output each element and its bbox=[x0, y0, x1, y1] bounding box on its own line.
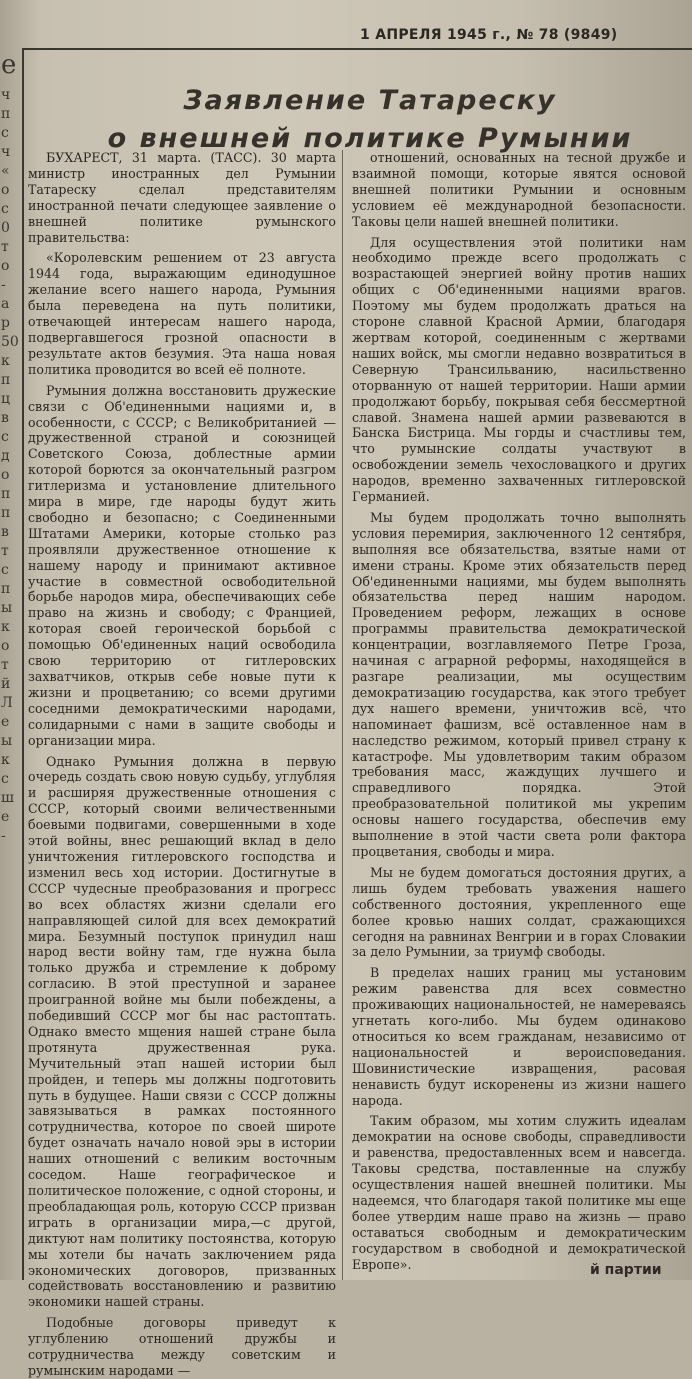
paragraph: Для осуществления этой политики нам необходимо прежде всего продолжать с возрастающей энергией войну против наших общих с Об'единенными нациями врагов. Поэтому мы будем продолжать драться на стороне славной Красной Армии, благодаря жертвам которой, соединенным с жертвами наших войск, мы смогли недавно возвратиться в Северную Трансильванию, насильственно оторванную от нашей территории. Наши армии продолжают борьбу, покрывая себя бессмертной славой. Знамена нашей армии развеваются в Банска Бистрица. Мы горды и счастливы тем, что румынские солдаты участвуют в освобождении земель чехословацкого и других народов, временно захваченных гитлеровской Германией. bbox=[352, 234, 686, 505]
column-divider bbox=[342, 150, 343, 1280]
fragment-char: о bbox=[1, 182, 10, 198]
paragraph: отношений, основанных на тесной дружбе и взаимной помощи, которые явятся основой внешней политики Румынии и основным условием её международной безопасности. Таковы цели нашей внешней политики. bbox=[352, 150, 686, 229]
paragraph: Подобные договоры приведут к углублению отношений дружбы и сотрудничества между советским и румынским народами — bbox=[28, 1315, 336, 1378]
fragment-char: д bbox=[1, 448, 10, 464]
fragment-char: ш bbox=[1, 790, 15, 806]
fragment-char: п bbox=[1, 106, 11, 122]
fragment-char: т bbox=[1, 543, 9, 559]
fragment-char: т bbox=[1, 239, 9, 255]
fragment-char: с bbox=[1, 201, 9, 217]
fragment-char: о bbox=[1, 638, 10, 654]
headline-line-1: Заявление Татареску bbox=[183, 85, 557, 116]
paragraph: БУХАРЕСТ, 31 марта. (ТАСС). 30 марта министр иностранных дел Румынии Татареску сделал представителям иностранной печати следующее заявление о внешней политике румынского правительства: bbox=[28, 150, 336, 245]
fragment-char: « bbox=[1, 163, 10, 179]
fragment-char: о bbox=[1, 467, 10, 483]
fragment-char: й bbox=[1, 676, 11, 692]
fragment-char: р bbox=[1, 315, 10, 331]
article-headline bbox=[90, 82, 650, 158]
article-column-1 bbox=[28, 150, 336, 1378]
fragment-char: о bbox=[1, 258, 10, 274]
fragment-char: - bbox=[1, 277, 6, 293]
fragment-char: п bbox=[1, 372, 11, 388]
next-article-fragment: й партии bbox=[590, 1262, 662, 1278]
fragment-char: в bbox=[1, 410, 9, 426]
fragment-char: 50 bbox=[1, 334, 19, 350]
fragment-char: ы bbox=[1, 733, 13, 749]
fragment-char: к bbox=[1, 353, 10, 369]
issue-dateline: 1 АПРЕЛЯ 1945 г., № 78 (9849) bbox=[360, 27, 618, 43]
paragraph: Мы не будем домогаться достояния других, а лишь будем требовать уважения нашего собственного достояния, укрепленного еще более кровью наших солдат, сражающихся сегодня на равнинах Венгрии и в горах Словакии за дело Румынии, за триумф свободы. bbox=[352, 864, 686, 960]
fragment-char: 0 bbox=[1, 220, 10, 236]
fragment-char: п bbox=[1, 505, 11, 521]
fragment-char: с bbox=[1, 125, 9, 141]
fragment-char: е bbox=[1, 809, 10, 825]
paragraph: «Королевским решением от 23 августа 1944 года, выражающим единодушное желание всего нашего народа, Румыния была переведена на путь политики, отвечающей интересам нашего народа, подвергавшегося грозной опасности в результате актов безумия. Эта наша новая политика проводится во всей её полноте. bbox=[28, 250, 336, 377]
fragment-char: - bbox=[1, 828, 6, 844]
fragment-char: к bbox=[1, 619, 10, 635]
fragment-char: ч bbox=[1, 87, 11, 103]
fragment-char: Л bbox=[1, 695, 13, 711]
paragraph: Румыния должна восстановить дружеские связи с Об'единенными нациями и, в особенности, с СССР; с Великобританией — дружественной страной и союзницей Советского Союза, доблестные армии которой борются за окончательный разгром гитлеризма и установление длительного мира в мире, где народы будут жить свободно и безопасно; с Соединенными Штатами Америки, которые столько раз проявляли дружественное отношение к нашему народу и принимают активное участие в совместной освободительной борьбе народов мира, обеспечивающих себе право на жизнь и свободу; с Францией, которая своей героической борьбой с помощью Об'единенных наций освободила свою территорию от гитлеровских захватчиков, открыв себе новые пути к жизни и процветанию; со всеми другими соседними демократическими народами, солидарными с нами в защите свободы и организации мира. bbox=[28, 382, 336, 748]
fragment-char: с bbox=[1, 771, 9, 787]
headline-line-2: о внешней политике Румынии bbox=[107, 123, 633, 154]
fragment-char: ы bbox=[1, 600, 13, 616]
fragment-char: в bbox=[1, 524, 9, 540]
fragment-char: п bbox=[1, 581, 11, 597]
masthead-rule bbox=[22, 48, 692, 50]
paragraph: Однако Румыния должна в первую очередь создать свою новую судьбу, углубляя и расширяя дружественные отношения с СССР, который своими величественными боевыми подвигами, совершенными в ходе этой войны, внес решающий вклад в дело уничтожения гитлеровского господства и изменил весь ход истории. Достигнутые в СССР чудесные преобразования и прогресс во всех областях жизни сделали его направляющей силой для всех демократий мира. Безумный поступок принудил наш народ вести войну там, где нужна была только дружба и стремление к доброму согласию. В этой преступной и заранее проигранной войне мы были побеждены, а победивший СССР мог бы нас растоптать. Однако вместо мщения нашей стране была протянута дружественная рука. Мучительный этап нашей истории был пройден, и теперь мы должны подготовить путь в будущее. Наши связи с СССР должны завязываться в рамках постоянного сотрудничества, которое по своей широте будет означать начало новой эры в истории наших отношений с великим восточным соседом. Наше географическое и политическое положение, с одной стороны, и преобладающая роль, которую СССР призван играть в организации мира,—с другой, диктуют нам политику постоянства, которую мы хотели бы начать заключением ряда экономических договоров, призванных содействовать восстановлению и развитию экономики нашей страны. bbox=[28, 753, 336, 1310]
fragment-char: с bbox=[1, 562, 9, 578]
left-column-fragment bbox=[0, 50, 24, 1280]
article-column-2 bbox=[352, 150, 686, 1280]
fragment-char: е bbox=[1, 714, 10, 730]
fragment-char: т bbox=[1, 657, 9, 673]
fragment-char: а bbox=[1, 296, 10, 312]
paragraph: В пределах наших границ мы установим режим равенства для всех совместно проживающих национальностей, не намереваясь угнетать кого-либо. Мы будем одинаково относиться ко всем гражданам, независимо от национальностей и вероисповедания. Шовинистические извращения, расовая ненависть будут искоренены из жизни нашего народа. bbox=[352, 965, 686, 1108]
paragraph: Мы будем продолжать точно выполнять условия перемирия, заключенного 12 сентября, выполняя все обязательства, взятые нами от имени страны. Кроме этих обязательств перед Об'единенными нациями, мы будем выполнять обязательства перед нашим народом. Проведением реформ, лежащих в основе программы правительства демократической концентрации, возглавляемого Петре Гроза, начиная с аграрной реформы, находящейся в разгаре реализации, мы осуществим демократизацию государства, как этого требует дух нашего времени, уничтожив всё, что напоминает фашизм, всё оставленное нам в наследство режимом, который привел страну к катастрофе. Мы удовлетворим таким образом требования масс, жаждущих лучшего и справедливого порядка. Этой преобразовательной политикой мы укрепим основы нашего государства, обеспечив ему выполнение в этой части света роли фактора процветания, свободы и мира. bbox=[352, 509, 686, 859]
paragraph: Таким образом, мы хотим служить идеалам демократии на основе свободы, справедливости и равенства, предоставленных всем и навсегда. Таковы средства, поставленные на службу осуществления нашей внешней политики. Мы надеемся, что благодаря такой политике мы еще более утвердим наше право на жизнь — право оставаться свободным и демократическим государством в свободной и демократической Европе». bbox=[352, 1113, 686, 1272]
fragment-char: ч bbox=[1, 144, 11, 160]
fragment-char: е bbox=[1, 50, 17, 80]
fragment-char: п bbox=[1, 486, 11, 502]
fragment-char: к bbox=[1, 752, 10, 768]
fragment-char: с bbox=[1, 429, 9, 445]
fragment-char: ц bbox=[1, 391, 11, 407]
